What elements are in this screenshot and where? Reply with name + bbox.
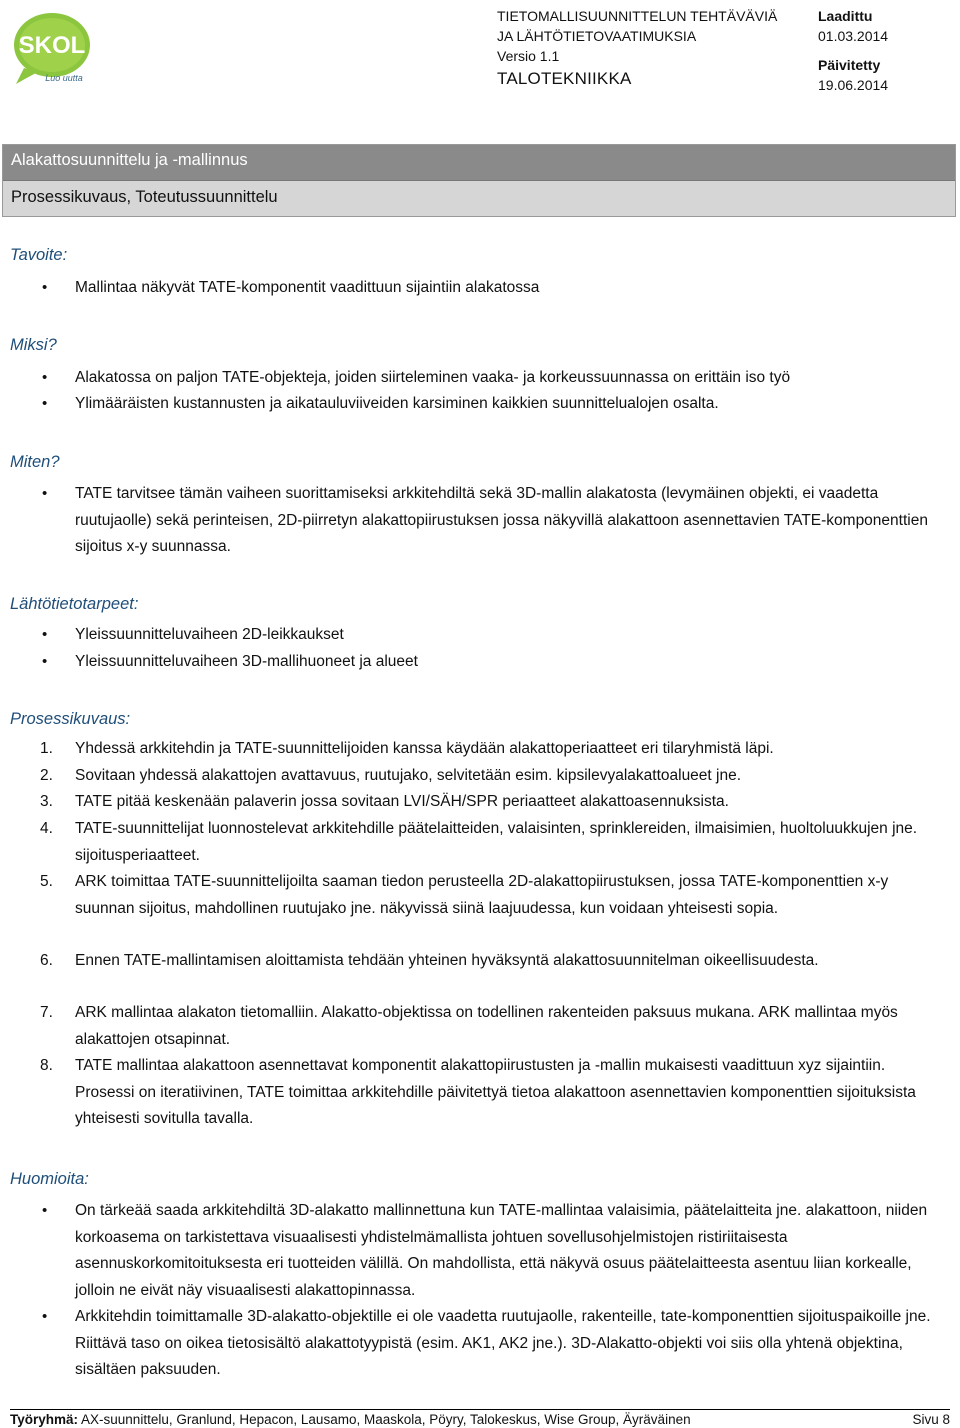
step-number: 1. [40,740,53,757]
step-number: 5. [40,873,53,890]
process-step [40,1000,942,1053]
step-text: TATE-suunnittelijat luonnostelevat arkkitehdille päätelaitteiden, valaisinten, sprinklereiden, ilmaisimien, huoltoluukkujen jne. sijoitusperiaatteet. [75,820,918,864]
process-step [40,736,942,763]
updated-label: Päivitetty [818,57,881,73]
footer-members: AX-suunnittelu, Granlund, Hepacon, Lausamo, Maaskola, Pöyry, Talokeskus, Wise Group, Äyräväinen [81,1412,691,1427]
step-number: 8. [40,1057,53,1074]
list-item: • Mallintaa näkyvät TATE-komponentit vaadittuun sijaintiin alakatossa [75,275,942,302]
process-step [40,869,942,922]
list-item: • Yleissuunnitteluvaiheen 2D-leikkaukset [75,622,942,649]
list-item: • Ylimääräisten kustannusten ja aikatauluviiveiden karsiminen kaikkien suunnittelualojen osalta. [75,391,942,418]
process-step [40,816,942,869]
page-footer [10,1409,950,1427]
step-text: TATE pitää keskenään palaverin jossa sovitaan LVI/SÄH/SPR periaatteet alakattoasennuksista. [75,793,729,810]
title-box [2,144,956,217]
step-number: 7. [40,1004,53,1021]
document-header [497,6,777,89]
heading-tavoite: Tavoite: [10,246,68,264]
document-dates [818,6,888,95]
page-number: Sivu 8 [912,1412,950,1427]
step-text: ARK mallintaa alakaton tietomalliin. Alakatto-objektissa on todellinen rakenteiden paksuus mukana. ARK mallintaa myös alakattojen otsapinnat. [75,1004,898,1048]
heading-miten: Miten? [10,453,60,471]
step-number: 6. [40,952,53,969]
logo-slogan: Luo uutta [45,73,83,83]
doc-title-line2: JA LÄHTÖTIETOVAATIMUKSIA [497,28,697,44]
step-text: TATE mallintaa alakattoon asennettavat komponentit alakattopiirustusten ja -mallin mukaisesti vaadittuun xyz sijaintiin. Prosessi on iteratiivinen, TATE toimittaa arkkitehdille päivitettyä tietoa alakattoon asennettavien komponenttien sijoituksista yhteisesti sovitulla tavalla. [75,1057,916,1127]
logo-text: SKOL [18,32,86,59]
list-item: • Yleissuunnitteluvaiheen 3D-mallihuoneet ja alueet [75,649,942,676]
process-step [40,948,942,975]
doc-title-line1: TIETOMALLISUUNNITTELUN TEHTÄVÄVIÄ [497,8,778,24]
list-item: • On tärkeää saada arkkitehdiltä 3D-alakatto mallinnettuna kun TATE-mallintaa valaisimia, päätelaitteita jne. alakattoon, niiden korkoasema on tarkistettava visuaalisesti yhdistelmämallista johtuen sovellusohjelmistojen ristiriitaisesta asennuskorkomitoituksesta eri tuotteiden välillä. On mahdollista, että näkyvä osuus päätelaitteesta asentuu liian korkealle, jolloin ne eivät näy visuaalisesti alakattopinnassa. [75,1198,942,1304]
skol-logo [10,8,96,86]
heading-prosessikuvaus: Prosessikuvaus: [10,710,131,728]
updated-date: 19.06.2014 [818,77,889,93]
step-text: ARK toimittaa TATE-suunnittelijoilta saaman tiedon perusteella 2D-alakattopiirustuksen, jossa TATE-komponenttien x-y suunnan sijoitus, mahdollinen ruutujako jne. näkyvissä siinä laajuudessa, kun voidaan yhteisesti sopia. [75,873,889,917]
list-item: • Arkkitehdin toimittamalle 3D-alakatto-objektille ei ole vaadetta ruutujaolle, rakenteille, tate-komponenttien sijoituspaikoille jne. Riittävä taso on oikea tietosisältö alakattotyypistä (esim. AK1, AK2 jne.). 3D-Alakatto-objekti voi siis olla yhtenä objektina, sisältäen paksuuden. [75,1304,942,1384]
created-date: 01.03.2014 [818,28,889,44]
step-number: 3. [40,793,53,810]
heading-huomioita: Huomioita: [10,1170,89,1188]
page-subtitle: Prosessikuvaus, Toteutussuunnittelu [3,181,955,216]
step-number: 4. [40,820,53,837]
step-text: Ennen TATE-mallintamisen aloittamista tehdään yhteinen hyväksyntä alakattosuunnitelman oikeellisuudesta. [75,952,819,969]
list-item: • TATE tarvitsee tämän vaiheen suorittamiseksi arkkitehdiltä sekä 3D-mallin alakatosta (levymäinen objekti, ei vaadetta ruutujaolle) sekä perinteisen, 2D-piirretyn alakattopiirustuksen jossa näkyvillä alakattoon asennettavien TATE-komponenttien sijoitus x-y suunnassa. [75,481,940,561]
process-step [40,789,942,816]
step-number: 2. [40,767,53,784]
created-label: Laadittu [818,8,873,24]
doc-version: Versio 1.1 [497,48,560,64]
process-step [40,1053,942,1133]
doc-discipline: TALOTEKNIIKKA [497,69,632,88]
list-item: • Alakatossa on paljon TATE-objekteja, joiden siirteleminen vaaka- ja korkeussuunnassa on erittäin iso työ [75,365,942,392]
heading-lahtotietotarpeet: Lähtötietotarpeet: [10,595,139,613]
heading-miksi: Miksi? [10,336,57,354]
page-title: Alakattosuunnittelu ja -mallinnus [3,145,955,181]
process-step [40,763,942,790]
step-text: Sovitaan yhdessä alakattojen avattavuus, ruutujako, selvitetään esim. kipsilevyalakattoalueet jne. [75,767,742,784]
step-text: Yhdessä arkkitehdin ja TATE-suunnittelijoiden kanssa käydään alakattoperiaatteet eri tilaryhmistä läpi. [75,740,774,757]
footer-label: Työryhmä: [10,1412,79,1427]
